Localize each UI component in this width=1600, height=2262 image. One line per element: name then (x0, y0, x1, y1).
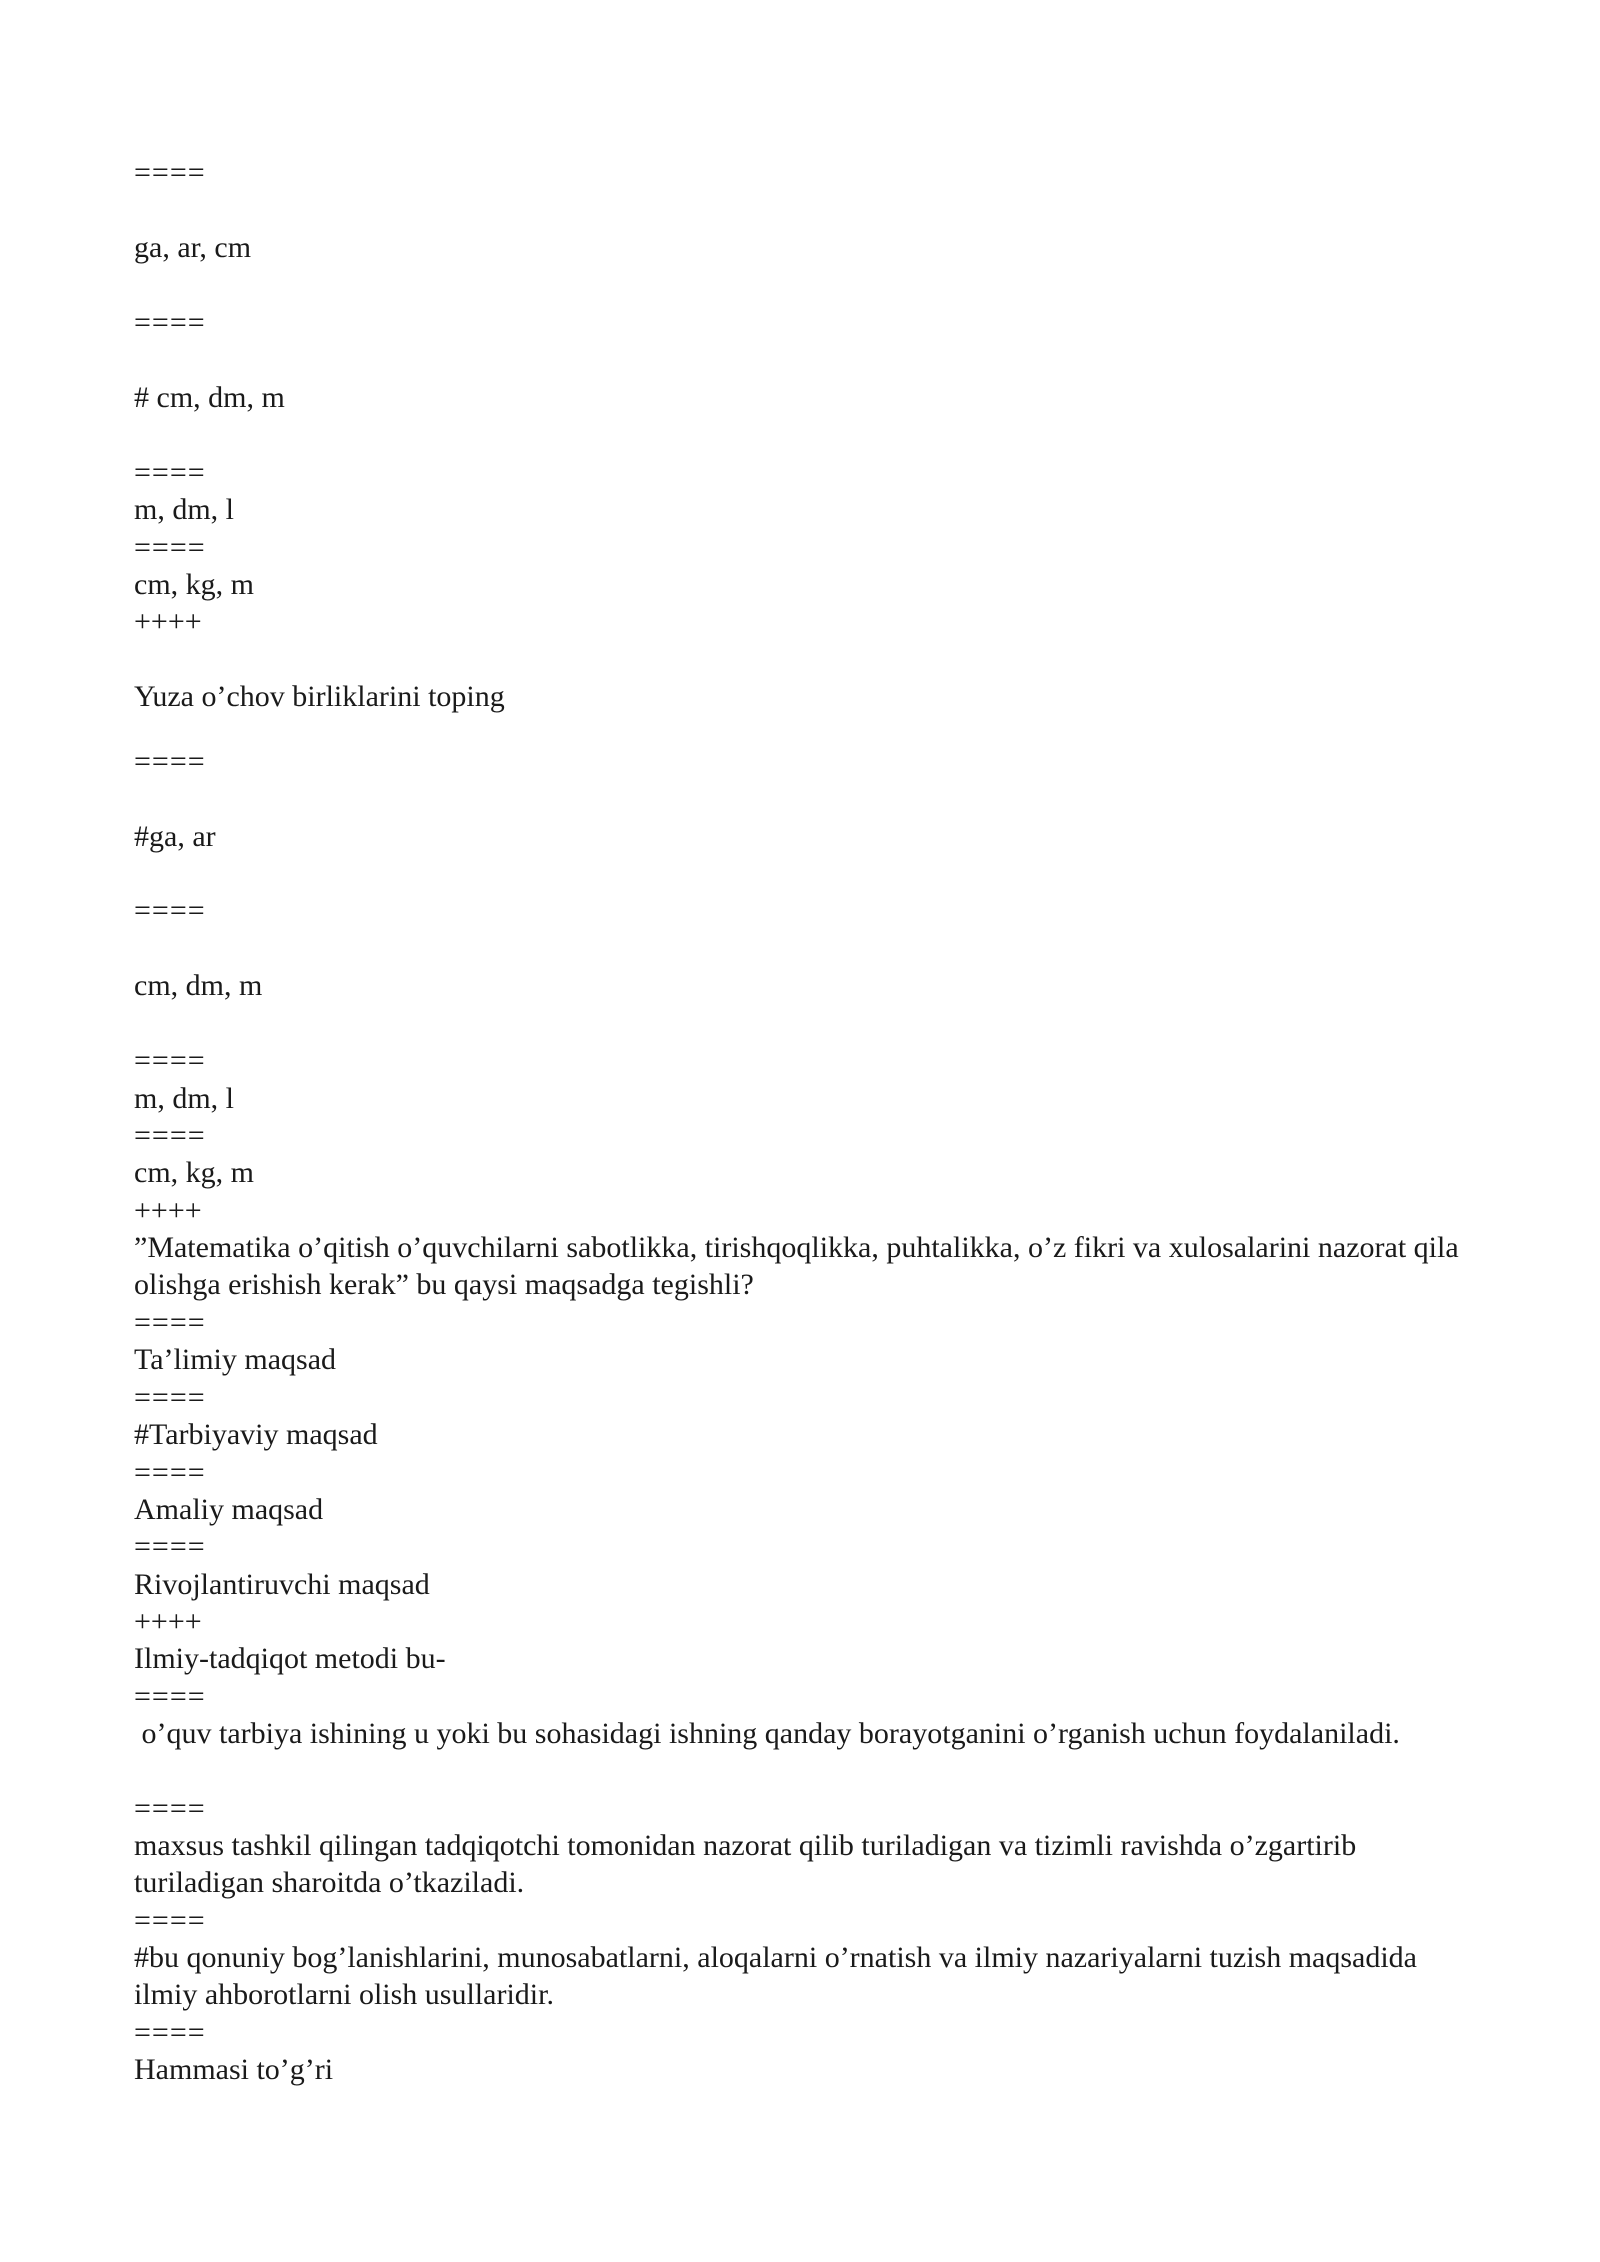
separator-line: ==== (134, 2016, 206, 2049)
question-delimiter: ++++ (134, 1194, 202, 1227)
answer-option: Ta’limiy maqsad (134, 1343, 337, 1376)
correct-answer-option: #bu qonuniy bog’lanishlarini, munosabatlarni, aloqalarni o’rnatish va ilmiy nazariyalarni tuzish maqsadida ilmiy ahborotlarni olish usullaridir. (134, 1941, 1425, 2011)
separator-line: ==== (134, 1381, 206, 1414)
question-text: Ilmiy-tadqiqot metodi bu- (134, 1642, 446, 1675)
separator-line: ==== (134, 1119, 206, 1152)
question-text: Yuza o’chov birliklarini toping (134, 680, 505, 713)
answer-option: Amaliy maqsad (134, 1493, 324, 1526)
separator-line: ==== (134, 1530, 206, 1563)
question-delimiter: ++++ (134, 1605, 202, 1638)
answer-option: m, dm, l (134, 1082, 235, 1115)
answer-option: Rivojlantiruvchi maqsad (134, 1568, 430, 1601)
correct-answer-option: #ga, ar (134, 820, 216, 853)
separator-line: ==== (134, 1680, 206, 1713)
answer-option: ga, ar, cm (134, 231, 252, 264)
separator-line: ==== (134, 1904, 206, 1937)
correct-answer-option: # cm, dm, m (134, 381, 285, 414)
answer-option: maxsus tashkil qilingan tadqiqotchi tomonidan nazorat qilib turiladigan va tizimli ravishda o’zgartirib turiladigan sharoitda o’tkaziladi. (134, 1829, 1364, 1899)
separator-line: ==== (134, 894, 206, 927)
correct-answer-option: #Tarbiyaviy maqsad (134, 1418, 378, 1451)
question-text: ”Matematika o’qitish o’quvchilarni sabotlikka, tirishqoqlikka, puhtalikka, o’z fikri va xulosalarini nazorat qila olishga erishish kerak” bu qaysi maqsadga tegishli? (134, 1231, 1467, 1301)
answer-option: o’quv tarbiya ishining u yoki bu sohasidagi ishning qanday borayotganini o’rganish uchun foydalaniladi. (134, 1717, 1400, 1750)
answer-option: Hammasi to’g’ri (134, 2053, 334, 2086)
separator-line: ==== (134, 1306, 206, 1339)
separator-line: ==== (134, 1456, 206, 1489)
question-delimiter: ++++ (134, 605, 202, 638)
separator-line: ==== (134, 531, 206, 564)
answer-option: m, dm, l (134, 493, 235, 526)
separator-line: ==== (134, 1044, 206, 1077)
separator-line: ==== (134, 306, 206, 339)
separator-line: ==== (134, 1792, 206, 1825)
answer-option: cm, dm, m (134, 969, 263, 1002)
separator-line: ==== (134, 456, 206, 489)
separator-line: ==== (134, 156, 206, 189)
answer-option: cm, kg, m (134, 1156, 254, 1189)
answer-option: cm, kg, m (134, 568, 254, 601)
separator-line: ==== (134, 745, 206, 778)
